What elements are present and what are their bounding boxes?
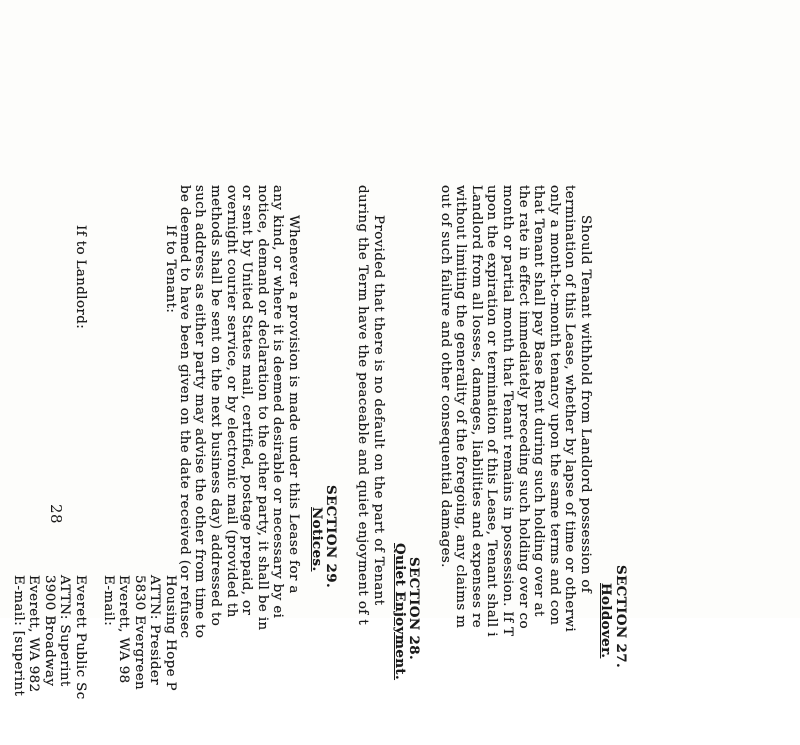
section-27-line: that Tenant shall pay Base Rent during such holding over at (531, 185, 547, 617)
landlord-address-line: Everett, WA 982 (26, 575, 42, 693)
section-27-heading: SECTION 27. (613, 565, 629, 669)
section-29-line: notice, demand or declaration to the other party, it shall be in (254, 185, 270, 631)
tenant-address-line: Everett, WA 98 (116, 575, 132, 684)
landlord-label: If to Landlord: (73, 225, 88, 330)
tenant-address (100, 575, 178, 691)
section-29-line: methods shall be sent on the next business day) addressed to (208, 185, 224, 627)
tenant-notice-block (162, 225, 178, 313)
landlord-notice-block (72, 225, 88, 329)
section-29-line: Whenever a provision is made under this Lease for a (286, 215, 301, 594)
tenant-address-line: E-mail: (100, 575, 116, 627)
document-page (10, 185, 629, 745)
page-number: 28 (47, 503, 66, 525)
landlord-address (10, 575, 88, 700)
tenant-address-line: ATTN: Presider (147, 575, 163, 686)
section-27-line: Landlord from all losses, damages, liabilities and expenses re (468, 185, 484, 629)
section-27-line: without limiting the generality of the foregoing, any claims m (453, 185, 469, 629)
section-27-body (437, 185, 593, 637)
section-29-line: such address as either party may advise the other from time to (192, 185, 208, 639)
section-27-title: Holdover. (598, 583, 614, 659)
section-28-line: during the Term have the peaceable and quiet enjoyment of t (355, 185, 371, 626)
section-28-heading: SECTION 28. (406, 557, 422, 661)
section-29-line: any kind, or where it is deemed desirable or necessary by ei (270, 185, 286, 619)
landlord-address-line: ATTN: Superint (57, 575, 73, 687)
section-28-body (355, 185, 386, 625)
landlord-address-line: Everett Public Sc (73, 575, 88, 700)
tenant-address-line: 5830 Evergreen (131, 575, 147, 691)
section-29-body (176, 185, 301, 638)
tenant-address-line: Housing Hope P (163, 575, 178, 692)
section-28-line: Provided that there is no default on the part of Tenant (371, 215, 386, 606)
section-27-line: only a month-to-month tenancy upon the same terms and con (546, 185, 562, 626)
section-29-line: be deemed to have been given on the date received (or refusec (176, 185, 192, 639)
section-27-line: termination of this Lease, whether by lapse of time or otherwi (562, 185, 578, 633)
section-27-line: month or partial month that Tenant remains in possession. If T (500, 185, 516, 637)
section-29-title: Notices. (309, 507, 325, 572)
section-29-line: or sent by United States mail, certified, postage prepaid, or (239, 185, 255, 616)
tenant-label: If to Tenant: (163, 225, 178, 314)
section-27-line: out of such failure and other consequential damages. (437, 185, 453, 568)
section-27-line: Should Tenant withhold from Landlord possession of (578, 215, 593, 594)
section-28-title: Quiet Enjoyment. (392, 543, 408, 681)
section-29-heading: SECTION 29. (323, 485, 339, 589)
section-27-line: upon the expiration or termination of this Lease, Tenant shall i (484, 185, 500, 637)
landlord-address-line: 3900 Broadway (41, 575, 57, 687)
section-29-line: overnight courier service, or by electronic mail (provided th (223, 185, 239, 618)
section-27-line: the rate in effect immediately preceding such holding over co (515, 185, 531, 629)
landlord-address-line: E-mail: [superint (10, 575, 26, 697)
